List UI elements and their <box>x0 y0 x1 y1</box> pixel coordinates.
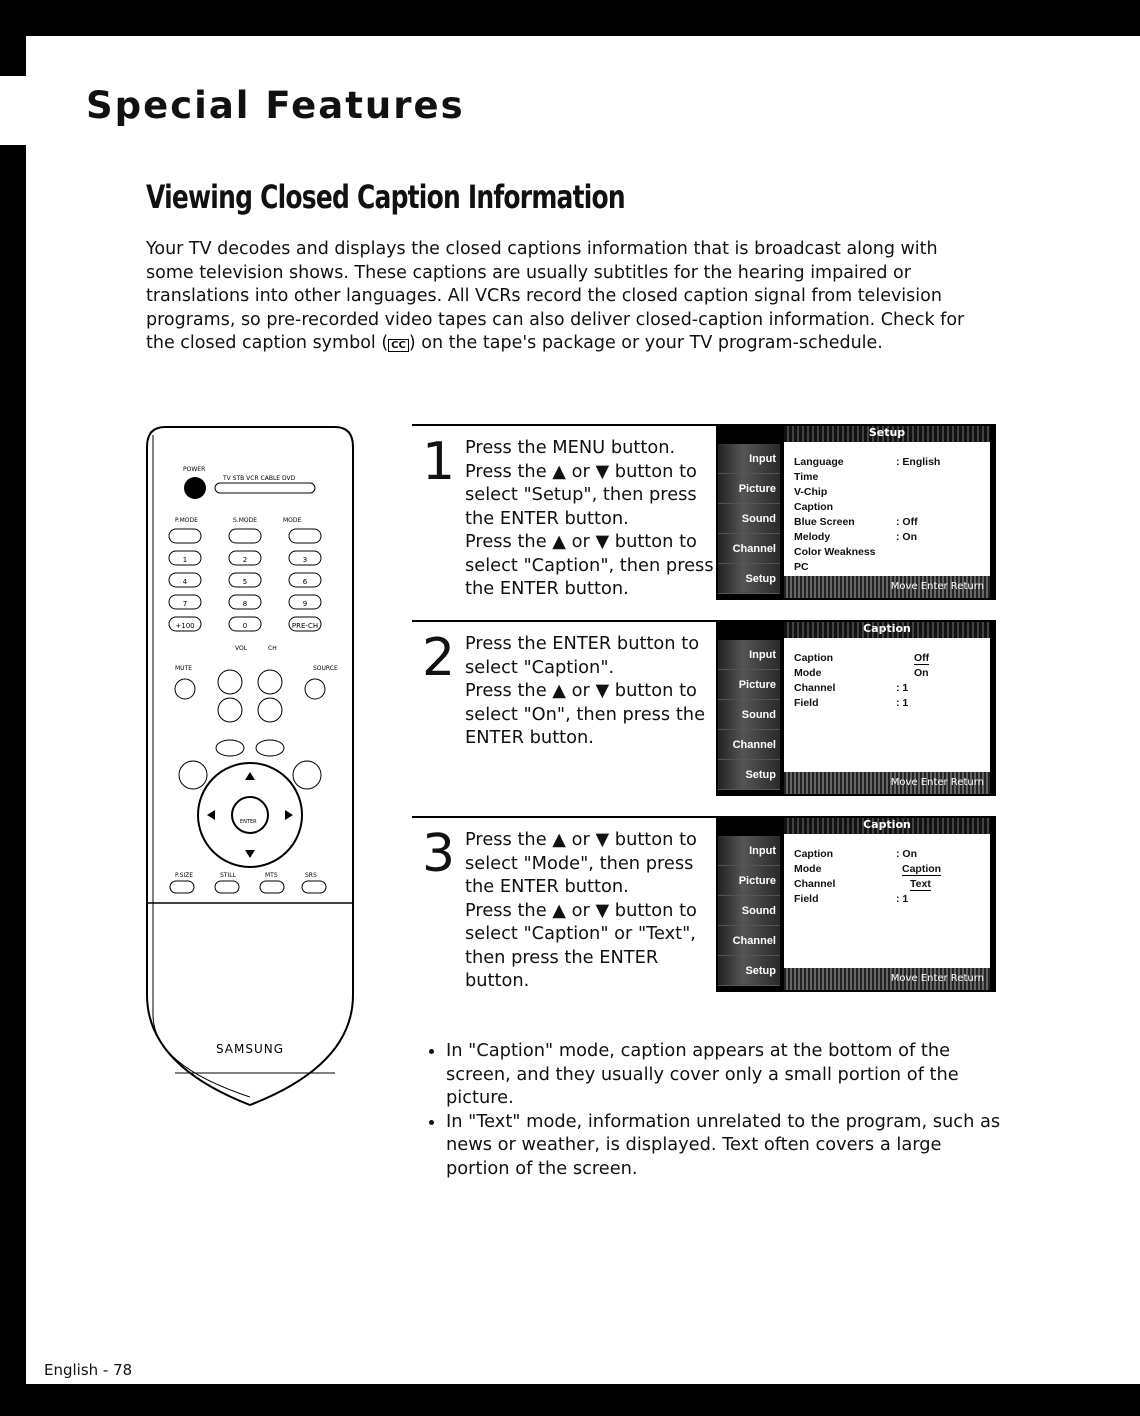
left-bar-top <box>0 36 26 76</box>
menu-value-melody: : On <box>896 531 917 543</box>
menu-tab-channel: Channel <box>718 534 780 564</box>
remote-pmode-label: P.MODE <box>175 517 198 524</box>
menu-option-caption: Caption <box>902 863 942 875</box>
menu-row-caption: Caption <box>794 652 834 664</box>
remote-srs-label: SRS <box>305 872 317 879</box>
menu-row-caption: Caption <box>794 848 834 860</box>
digit-key-label: 2 <box>242 556 248 564</box>
left-bar <box>0 145 26 1385</box>
digit-key-label: 8 <box>242 600 248 608</box>
menu-row-pc: PC <box>794 561 809 573</box>
menu-tab-input: Input <box>718 640 780 670</box>
bottom-bar <box>0 1384 1140 1416</box>
step-2-text <box>465 632 717 750</box>
remote-still-label: STILL <box>220 872 236 879</box>
cc-icon: CC <box>388 339 409 352</box>
section-title: Special Features <box>86 84 465 127</box>
digit-key-label: 1 <box>182 556 188 564</box>
digit-key-label: 3 <box>302 556 308 564</box>
menu-tab-setup: Setup <box>718 956 780 986</box>
note-item: • In "Text" mode, information unrelated to the program, such as news or weather, is displayed. Text often covers a large portion of the screen. <box>446 1110 1002 1181</box>
remote-vol-label: VOL <box>235 645 248 652</box>
note-item: • In "Caption" mode, caption appears at the bottom of the screen, and they usually cover only a small portion of the picture. <box>446 1039 1002 1110</box>
menu-row-blue-screen: Blue Screen <box>794 516 855 528</box>
digit-key-label: 9 <box>302 600 308 608</box>
menu-row-mode: Mode <box>794 667 822 679</box>
menu-value-blue-screen: : Off <box>896 516 918 528</box>
step-1-number: 1 <box>422 432 456 492</box>
step-1-line-2: Press the ▲ or ▼ button to select "Setup", then press the ENTER button. <box>465 460 697 529</box>
step-3-line-2: Press the ▲ or ▼ button to select "Caption" or "Text", then press the ENTER button. <box>465 899 697 991</box>
remote-source-row: TV STB VCR CABLE DVD <box>223 475 296 482</box>
step-2-menu-footer: Move Enter Return <box>784 772 990 794</box>
step-3-menu-footer: Move Enter Return <box>784 968 990 990</box>
menu-value-field: : 1 <box>896 893 909 905</box>
menu-value-channel: : 1 <box>896 682 909 694</box>
menu-row-vchip: V-Chip <box>794 486 828 498</box>
step-2-menu-screenshot <box>716 620 996 796</box>
step-3-text <box>465 828 717 993</box>
menu-row-color-weakness: Color Weakness <box>794 546 876 558</box>
step-2-menu-title: Caption <box>784 622 990 638</box>
digit-key-label: 0 <box>242 622 248 630</box>
menu-tab-picture: Picture <box>718 474 780 504</box>
remote-smode-label: S.MODE <box>233 517 258 524</box>
menu-row-channel: Channel <box>794 878 836 890</box>
remote-source-label: SOURCE <box>313 665 338 672</box>
menu-value-caption: : On <box>896 848 917 860</box>
menu-row-language: Language <box>794 456 844 468</box>
remote-mode-label: MODE <box>283 517 302 524</box>
step-2-line-2: Press the ▲ or ▼ button to select "On", then press the ENTER button. <box>465 680 706 748</box>
menu-row-mode: Mode <box>794 863 822 875</box>
menu-tab-channel: Channel <box>718 926 780 956</box>
digit-key-label: 7 <box>182 600 188 608</box>
step-1-text <box>465 436 717 601</box>
digit-key-label: 6 <box>302 578 308 586</box>
remote-control-illustration <box>145 425 355 1107</box>
intro-text-before: Your TV decodes and displays the closed captions information that is broadcast along with some television shows. These captions are usually subtitles for the hearing impaired or translations into other languages. All VCRs record the closed caption signal from television programs, so pre-recorded video tapes can also deliver closed-caption information. Check for the closed caption symbol ( <box>146 239 965 353</box>
remote-mute-label: MUTE <box>175 665 193 672</box>
step-3-menu-title: Caption <box>784 818 990 834</box>
step-1-menu-screenshot <box>716 424 996 600</box>
menu-row-caption: Caption <box>794 501 834 513</box>
menu-tab-input: Input <box>718 836 780 866</box>
notes-list <box>422 1039 1002 1180</box>
digit-key-label: 5 <box>242 578 248 586</box>
remote-psize-label: P.SIZE <box>175 872 194 879</box>
remote-brand-logo: SAMSUNG <box>215 1042 285 1056</box>
page-heading: Viewing Closed Caption Information <box>146 178 625 216</box>
step-2-line-1: Press the ENTER button to select "Caption". <box>465 633 700 678</box>
menu-row-channel: Channel <box>794 682 836 694</box>
remote-power-label: POWER <box>183 466 206 473</box>
menu-tab-setup: Setup <box>718 760 780 790</box>
menu-tab-channel: Channel <box>718 730 780 760</box>
menu-row-melody: Melody <box>794 531 831 543</box>
intro-paragraph <box>146 238 986 356</box>
step-3-line-1: Press the ▲ or ▼ button to select "Mode", then press the ENTER button. <box>465 829 697 897</box>
power-button-icon <box>184 477 206 499</box>
page-footer: English - 78 <box>44 1361 133 1379</box>
menu-option-off: Off <box>914 652 930 664</box>
menu-row-time: Time <box>794 471 819 483</box>
step-1-line-1: Press the MENU button. <box>465 437 676 458</box>
step-1-menu-title: Setup <box>784 426 990 442</box>
step-1-menu-footer: Move Enter Return <box>784 576 990 598</box>
menu-option-on: On <box>914 667 929 679</box>
step-3-menu-screenshot <box>716 816 996 992</box>
menu-tab-sound: Sound <box>718 504 780 534</box>
menu-row-field: Field <box>794 893 819 905</box>
menu-tab-picture: Picture <box>718 866 780 896</box>
step-1-line-3: Press the ▲ or ▼ button to select "Caption", then press the ENTER button. <box>465 531 714 599</box>
step-2-number: 2 <box>422 628 456 688</box>
menu-tab-input: Input <box>718 444 780 474</box>
menu-value-field: : 1 <box>896 697 909 709</box>
step-3-number: 3 <box>422 824 456 884</box>
digit-key-label: +100 <box>175 622 195 630</box>
menu-value-language: : English <box>896 456 941 468</box>
top-bar <box>0 0 1140 36</box>
menu-tab-sound: Sound <box>718 700 780 730</box>
digit-key-label: PRE-CH <box>291 622 319 630</box>
remote-mts-label: MTS <box>265 872 278 879</box>
menu-option-text: Text <box>910 878 931 890</box>
menu-row-field: Field <box>794 697 819 709</box>
remote-enter-label: ENTER <box>240 819 257 825</box>
menu-tab-picture: Picture <box>718 670 780 700</box>
menu-tab-sound: Sound <box>718 896 780 926</box>
remote-ch-label: CH <box>268 645 277 652</box>
intro-text-after: ) on the tape's package or your TV program-schedule. <box>408 333 883 353</box>
digit-key-label: 4 <box>182 578 188 586</box>
menu-tab-setup: Setup <box>718 564 780 594</box>
